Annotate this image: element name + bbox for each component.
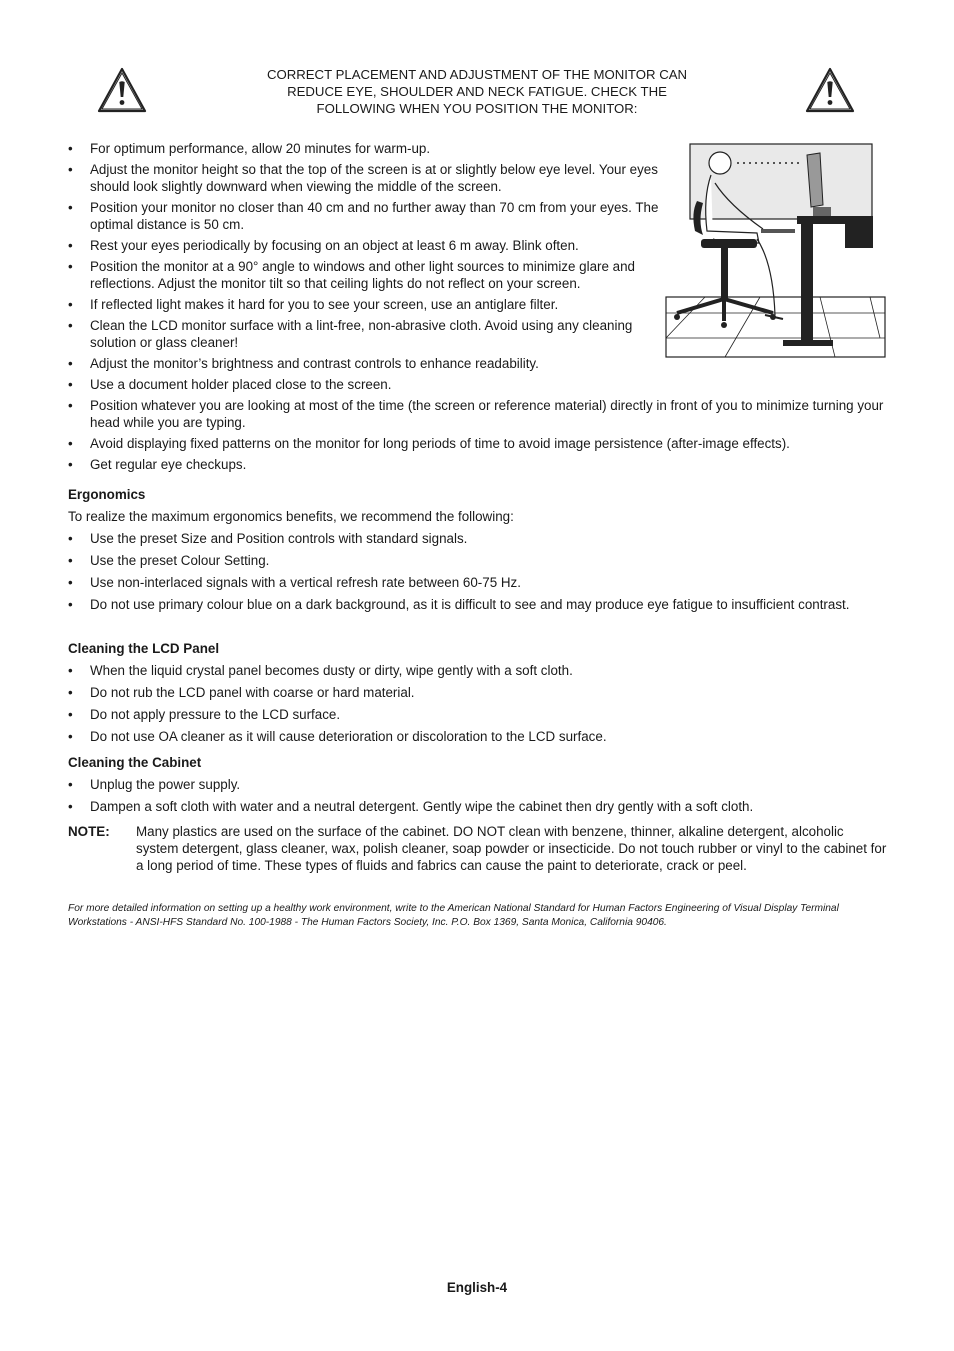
list-item: • Do not use OA cleaner as it will cause deterioration or discoloration to the LCD surface. [68, 728, 888, 745]
list-item: • Adjust the monitor’s brightness and contrast controls to enhance readability. [68, 355, 888, 372]
list-item: • If reflected light makes it hard for you to see your screen, use an antiglare filter. [68, 296, 668, 313]
list-item: • Use the preset Size and Position controls with standard signals. [68, 530, 888, 547]
ergonomics-intro: To realize the maximum ergonomics benefits, we recommend the following: [68, 509, 514, 524]
list-item: • When the liquid crystal panel becomes dusty or dirty, wipe gently with a soft cloth. [68, 662, 888, 679]
list-item: • Do not apply pressure to the LCD surface. [68, 706, 888, 723]
list-item: • Get regular eye checkups. [68, 456, 888, 473]
section-heading-ergonomics: Ergonomics [68, 487, 146, 502]
section-heading-cleaning-cabinet: Cleaning the Cabinet [68, 755, 202, 770]
caution-line: FOLLOWING WHEN YOU POSITION THE MONITOR: [316, 101, 638, 116]
caution-text [230, 66, 724, 117]
warning-triangle-icon [97, 67, 147, 113]
bullet-list [68, 140, 888, 477]
section-heading-cleaning-lcd: Cleaning the LCD Panel [68, 641, 220, 656]
list-item: • Clean the LCD monitor surface with a lint-free, non-abrasive cloth. Avoid using any cleaning solution or glass cleaner! [68, 317, 668, 351]
list-item: • Position your monitor no closer than 40 cm and no further away than 70 cm from your eyes. The optimal distance is 50 cm. [68, 199, 668, 233]
warning-triangle-icon [805, 67, 855, 113]
cleaning-lcd-list [68, 662, 888, 750]
list-item: • Dampen a soft cloth with water and a neutral detergent. Gently wipe the cabinet then dry gently with a soft cloth. [68, 798, 888, 815]
note-block [68, 823, 888, 874]
footnote: For more detailed information on setting up a healthy work environment, write to the American National Standard for Human Factors Engineering of Visual Display Terminal Workstations - ANSI-HFS Standard No. 100-1988 - The Human Factors Society, Inc. P.O. Box 1369, Santa Monica, California 90406. [68, 903, 839, 928]
list-item: • Do not rub the LCD panel with coarse or hard material. [68, 684, 888, 701]
list-item: • Do not use primary colour blue on a dark background, as it is difficult to see and may produce eye fatigue to insufficient contrast. [68, 596, 888, 613]
list-item: • Use a document holder placed close to the screen. [68, 376, 888, 393]
list-item: • Rest your eyes periodically by focusing on an object at least 6 m away. Blink often. [68, 237, 668, 254]
caution-line: REDUCE EYE, SHOULDER AND NECK FATIGUE. CHECK THE [287, 84, 667, 99]
caution-line: CORRECT PLACEMENT AND ADJUSTMENT OF THE MONITOR CAN [266, 67, 688, 82]
list-item: • Position whatever you are looking at most of the time (the screen or reference material) directly in front of you to minimize turning your head while you are typing. [68, 397, 888, 431]
list-item: • Position the monitor at a 90° angle to windows and other light sources to minimize glare and reflections. Adjust the monitor tilt so that ceiling lights do not reflect on your screen. [68, 258, 668, 292]
page-number: English-4 [446, 1280, 508, 1295]
cleaning-cabinet-list [68, 776, 888, 820]
list-item: • Unplug the power supply. [68, 776, 888, 793]
note-text: Many plastics are used on the surface of the cabinet. DO NOT clean with benzene, thinner, alkaline detergent, alcoholic system detergent, glass cleaner, wax, polish cleaner, soap powder or insecticide. Do not touch rubber or vinyl to the cabinet for a long period of time. These types of fluids and fabrics can cause the paint to deteriorate, crack or peel. [136, 824, 887, 873]
list-item: • Use non-interlaced signals with a vertical refresh rate between 60-75 Hz. [68, 574, 888, 591]
list-item: • Adjust the monitor height so that the top of the screen is at or slightly below eye level. Your eyes should look slightly downward when viewing the middle of the screen. [68, 161, 668, 195]
ergonomics-list [68, 530, 888, 618]
list-item: • Avoid displaying fixed patterns on the monitor for long periods of time to avoid image persistence (after-image effects). [68, 435, 888, 452]
list-item: • For optimum performance, allow 20 minutes for warm-up. [68, 140, 668, 157]
list-item: • Use the preset Colour Setting. [68, 552, 888, 569]
note-label: NOTE: [68, 824, 110, 839]
